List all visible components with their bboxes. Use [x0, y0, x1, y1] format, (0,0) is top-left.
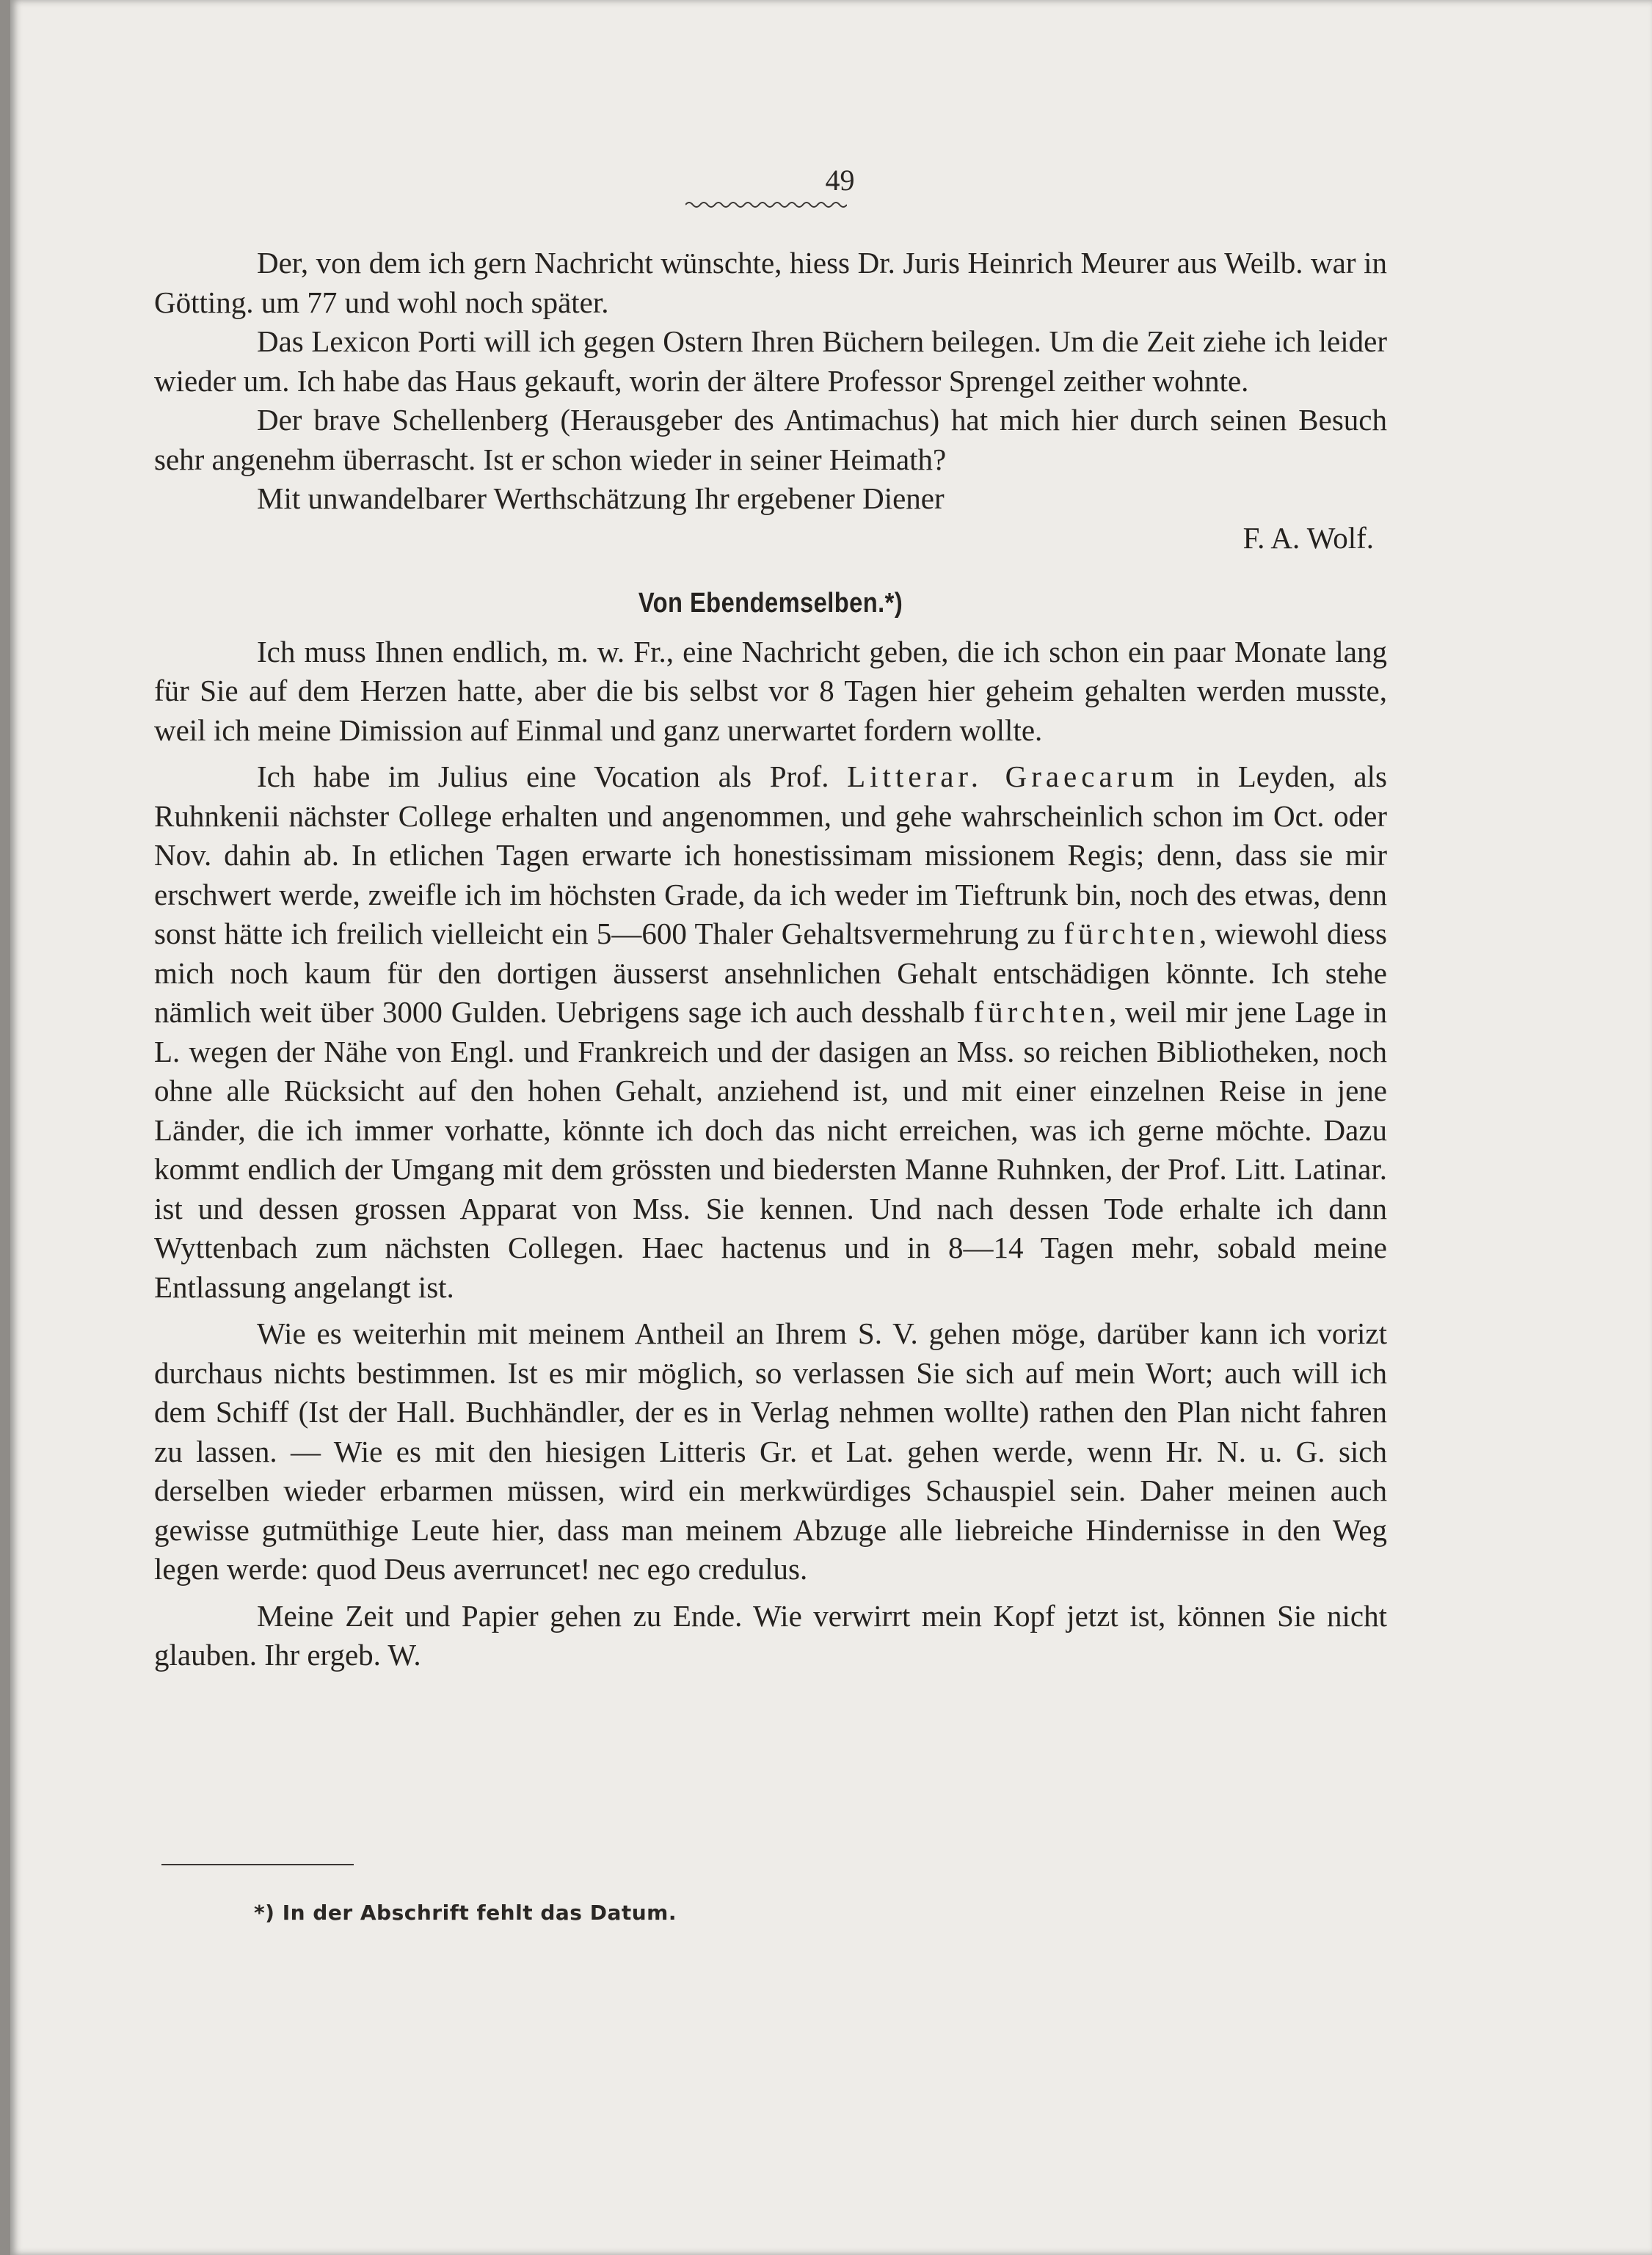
footnote: *) In der Abschrift fehlt das Datum. [254, 1901, 677, 1925]
letter1-paragraph: Das Lexicon Porti will ich gegen Ostern Ihren Büchern beilegen. Um die Zeit ziehe ich leider wieder um. Ich habe das Haus gekauft, worin der ältere Professor Sprengel zeither wohnte. [154, 324, 1387, 398]
letter2-heading: Von Ebendemselben.*) [638, 588, 903, 619]
letter2-paragraph-1: Ich muss Ihnen endlich, m. w. Fr., eine Nachricht geben, die ich schon ein paar Monate lang für Sie auf dem Herzen hatte, aber die bis selbst vor 8 Tagen hier geheim gehalten werden musste, weil ich meine Dimission auf Einmal und ganz unerwartet fordern wollte. [154, 634, 1387, 747]
letter1-closing: Mit unwandelbarer Werthschätzung Ihr ergebener Diener [257, 481, 945, 515]
letter-text [154, 244, 1387, 1675]
letter2-paragraph-4: Meine Zeit und Papier gehen zu Ende. Wie verwirrt mein Kopf jetzt ist, können Sie nicht glauben. Ihr ergeb. W. [154, 1598, 1387, 1672]
text-run: Ich habe im Julius eine Vocation als Prof. [257, 759, 848, 793]
text-run: in Leyden, als Ruhnkenii nächster College erhalten und angenommen, und gehe wahrscheinlich schon im Oct. oder Nov. dahin ab. In etlichen Tagen erwarte ich honestissimam missionem Regis; denn, dass sie mir erschwert werde, zweifle ich im höchsten Grade, da ich weder im Tieftrunk bin, noch des etwas, denn sonst hätte ich freilich vielleicht ein 5—600 Thaler Gehaltsvermehrung zu [154, 759, 1387, 950]
letter1-paragraph: Der brave Schellenberg (Herausgeber des Antimachus) hat mich hier durch seinen Besuch sehr angenehm überrascht. Ist er schon wieder in seiner Heimath? [154, 403, 1387, 476]
letter2-paragraph-3: Wie es weiterhin mit meinem Antheil an Ihrem S. V. gehen möge, darüber kann ich vorizt durchaus nichts bestimmen. Ist es mir möglich, so verlassen Sie sich auf mein Wort; auch will ich dem Schiff (Ist der Hall. Buchhändler, der es in Verlag nehmen wollte) rathen den Plan nicht fahren zu lassen. — Wie es mit den hiesigen Litteris Gr. et Lat. gehen werde, wenn Hr. N. u. G. sich derselben wieder erbarmen müssen, wird ein merkwürdiges Schauspiel sein. Daher meinen auch gewisse gutmüthige Leute hier, dass man meinem Abzuge alle liebreiche Hindernisse in den Weg legen werde: quod Deus averruncet! nec ego credulus. [154, 1316, 1387, 1586]
text-run: , wiewohl diess mich noch kaum für den dortigen äusserst ansehnlichen Gehalt entschädigen könnte. Ich stehe nämlich weit über 3000 Gulden. Uebrigens sage ich auch desshalb [154, 917, 1387, 1029]
page-header [10, 163, 1652, 197]
spaced-emphasis: fürchten [973, 995, 1110, 1029]
book-page [10, 0, 1652, 2255]
spaced-emphasis: fürchten [1063, 917, 1199, 950]
page-number: 49 [825, 164, 855, 197]
wavy-ornament-rule [685, 200, 847, 210]
footnote-divider [161, 1864, 354, 1865]
text-run: , weil mir jene Lage in L. wegen der Nähe von Engl. und Frankreich und der dasigen an Mss. so reichen Bibliotheken, noch ohne alle Rücksicht auf den hohen Gehalt, anziehend ist, und mit einer einzelnen Reise in jene Länder, die ich immer vorhatte, könnte ich doch das nicht erreichen, was ich gerne möchte. Dazu kommt endlich der Umgang mit dem grössten und biedersten Manne Ruhnken, der Prof. Litt. Latinar. ist und dessen grossen Apparat von Mss. Sie kennen. Und nach dessen Tode erhalte ich dann Wyttenbach zum nächsten Collegen. Haec hactenus und in 8—14 Tagen mehr, sobald meine Entlassung angelangt ist. [154, 995, 1387, 1304]
letter1-paragraph: Der, von dem ich gern Nachricht wünschte, hiess Dr. Juris Heinrich Meurer aus Weilb. war in Götting. um 77 und wohl noch später. [154, 246, 1387, 319]
letter2-paragraph-2 [154, 757, 1387, 1307]
spaced-emphasis: Litterar. Graecarum [847, 759, 1179, 793]
letter1-signature: F. A. Wolf. [1242, 520, 1374, 555]
